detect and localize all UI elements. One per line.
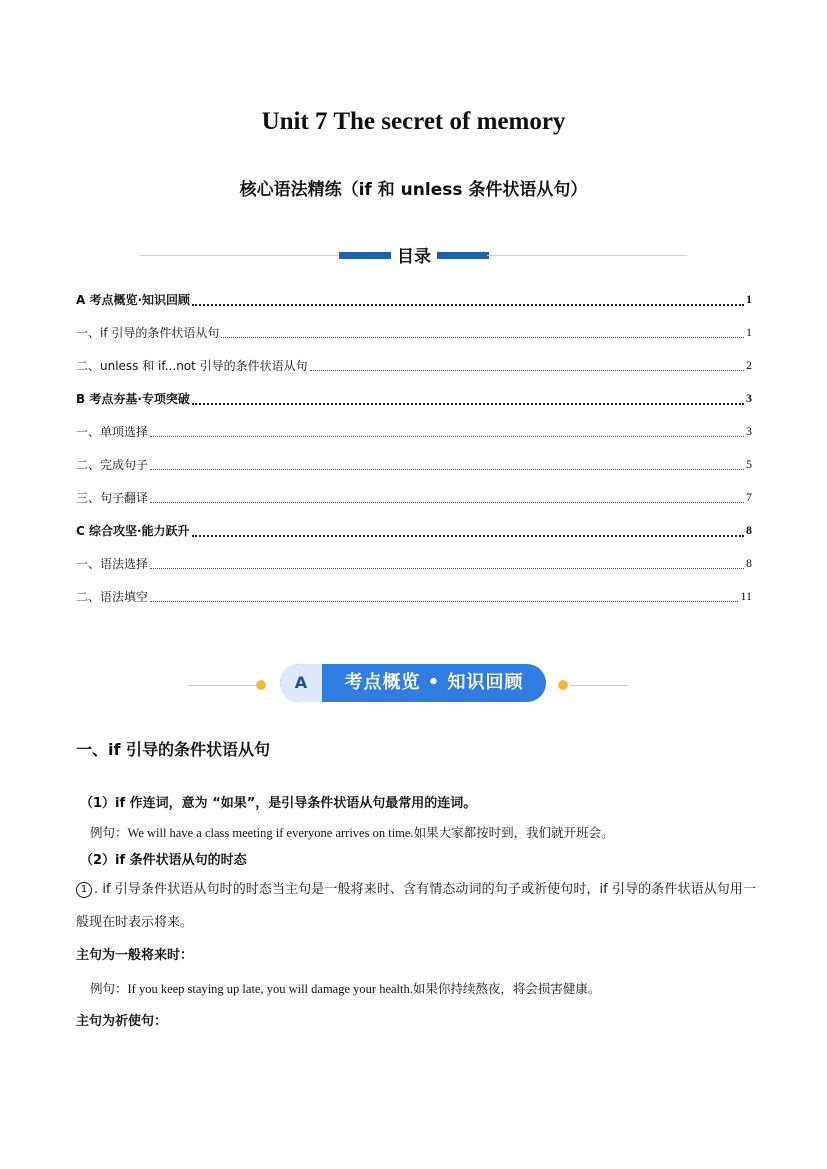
banner-dot-left: [256, 680, 266, 690]
toc-entry-c2[interactable]: [76, 580, 752, 613]
toc-entry-b1[interactable]: [76, 415, 752, 448]
toc-leader: [150, 459, 744, 470]
rule-text: . if 引导条件状语从句时的时态当主句是一般将来时、含有情态动词的句子或祈使句时，if 引导的条件状语从句用一般现在时表示将来。: [76, 882, 756, 930]
toc-title: 目录: [397, 247, 431, 267]
toc-entry-text: 一、if 引导的条件状语从句: [76, 326, 220, 340]
section-banner: [188, 663, 628, 703]
section-body: [76, 738, 756, 1038]
toc-entry-page: 3: [746, 391, 752, 405]
toc-leader: [150, 558, 744, 569]
toc-entry-text: C 综合攻坚·能力跃升: [76, 524, 190, 538]
toc-leader: [150, 492, 744, 503]
toc-header: [140, 241, 687, 269]
toc-entry-page: 11: [740, 589, 752, 603]
toc-entry-page: 1: [746, 292, 752, 306]
toc-bar-right: [437, 252, 489, 259]
toc-entry-page: 2: [746, 358, 752, 372]
toc-entry-text: 二、unless 和 if...not 引导的条件状语从句: [76, 359, 308, 373]
toc-leader: [192, 393, 744, 405]
toc-entry-page: 7: [746, 490, 752, 504]
toc-leader: [310, 360, 744, 371]
toc-entry-b2[interactable]: [76, 448, 752, 481]
toc-entry-b3[interactable]: [76, 481, 752, 514]
toc-entry-text: A 考点概览·知识回顾: [76, 293, 191, 307]
document-title: Unit 7 The secret of memory: [261, 108, 566, 135]
toc-entry-a1[interactable]: [76, 316, 752, 349]
point-2-heading: （2）if 条件状语从句的时态: [80, 853, 247, 868]
example-english: We will have a class meeting if everyone arrives on time.: [127, 826, 414, 840]
toc-leader: [192, 294, 744, 306]
toc-leader: [150, 426, 744, 437]
toc-entry-text: 二、完成句子: [76, 458, 149, 472]
toc-entry-text: 三、句子翻译: [76, 491, 149, 505]
label-main-imperative: 主句为祈使句：: [76, 1014, 168, 1029]
toc-entry-page: 3: [746, 424, 752, 438]
point-1-heading: （1）if 作连词，意为 “如果”，是引导条件状语从句最常用的连词。: [80, 796, 477, 811]
example-label: 例句：: [90, 825, 128, 840]
toc-leader: [192, 525, 744, 537]
toc-entry-text: 一、单项选择: [76, 425, 149, 439]
toc-divider-right: [487, 255, 687, 256]
banner-line-right: [570, 685, 628, 686]
label-main-future: 主句为一般将来时：: [76, 948, 194, 963]
example-english: If you keep staying up late, you will damage your health.: [127, 982, 413, 996]
banner-dot-right: [558, 680, 568, 690]
example-chinese: 如果你持续熬夜，将会损害健康。: [412, 981, 601, 996]
toc-entry-page: 1: [746, 325, 752, 339]
toc-entry-text: 一、语法选择: [76, 557, 149, 571]
banner-line-left: [188, 685, 258, 686]
circled-number-icon: 1: [76, 882, 92, 898]
toc-leader: [150, 591, 738, 602]
toc-entry-c[interactable]: [76, 514, 752, 547]
document-subtitle: 核心语法精练（if 和 unless 条件状语从句）: [239, 180, 588, 200]
toc-bar-left: [339, 252, 391, 259]
section-heading: 一、if 引导的条件状语从句: [76, 740, 271, 759]
toc-entry-b[interactable]: [76, 382, 752, 415]
example-2: [76, 972, 756, 1005]
table-of-contents: [76, 283, 752, 613]
example-chinese: 如果大家都按时到，我们就开班会。: [413, 825, 614, 840]
banner-letter: A: [280, 664, 322, 702]
toc-entry-a[interactable]: [76, 283, 752, 316]
toc-entry-page: 8: [746, 523, 752, 537]
rule-paragraph: [76, 873, 756, 939]
banner-pill: [280, 664, 546, 702]
toc-entry-a2[interactable]: [76, 349, 752, 382]
toc-entry-page: 8: [746, 556, 752, 570]
toc-entry-text: B 考点夯基·专项突破: [76, 392, 190, 406]
example-label: 例句：: [90, 981, 128, 996]
toc-entry-c1[interactable]: [76, 547, 752, 580]
toc-leader: [221, 327, 744, 338]
example-1: [76, 816, 756, 849]
banner-text: 考点概览 • 知识回顾: [344, 672, 524, 693]
toc-entry-page: 5: [746, 457, 752, 471]
toc-divider-left: [140, 255, 340, 256]
toc-entry-text: 二、语法填空: [76, 590, 149, 604]
